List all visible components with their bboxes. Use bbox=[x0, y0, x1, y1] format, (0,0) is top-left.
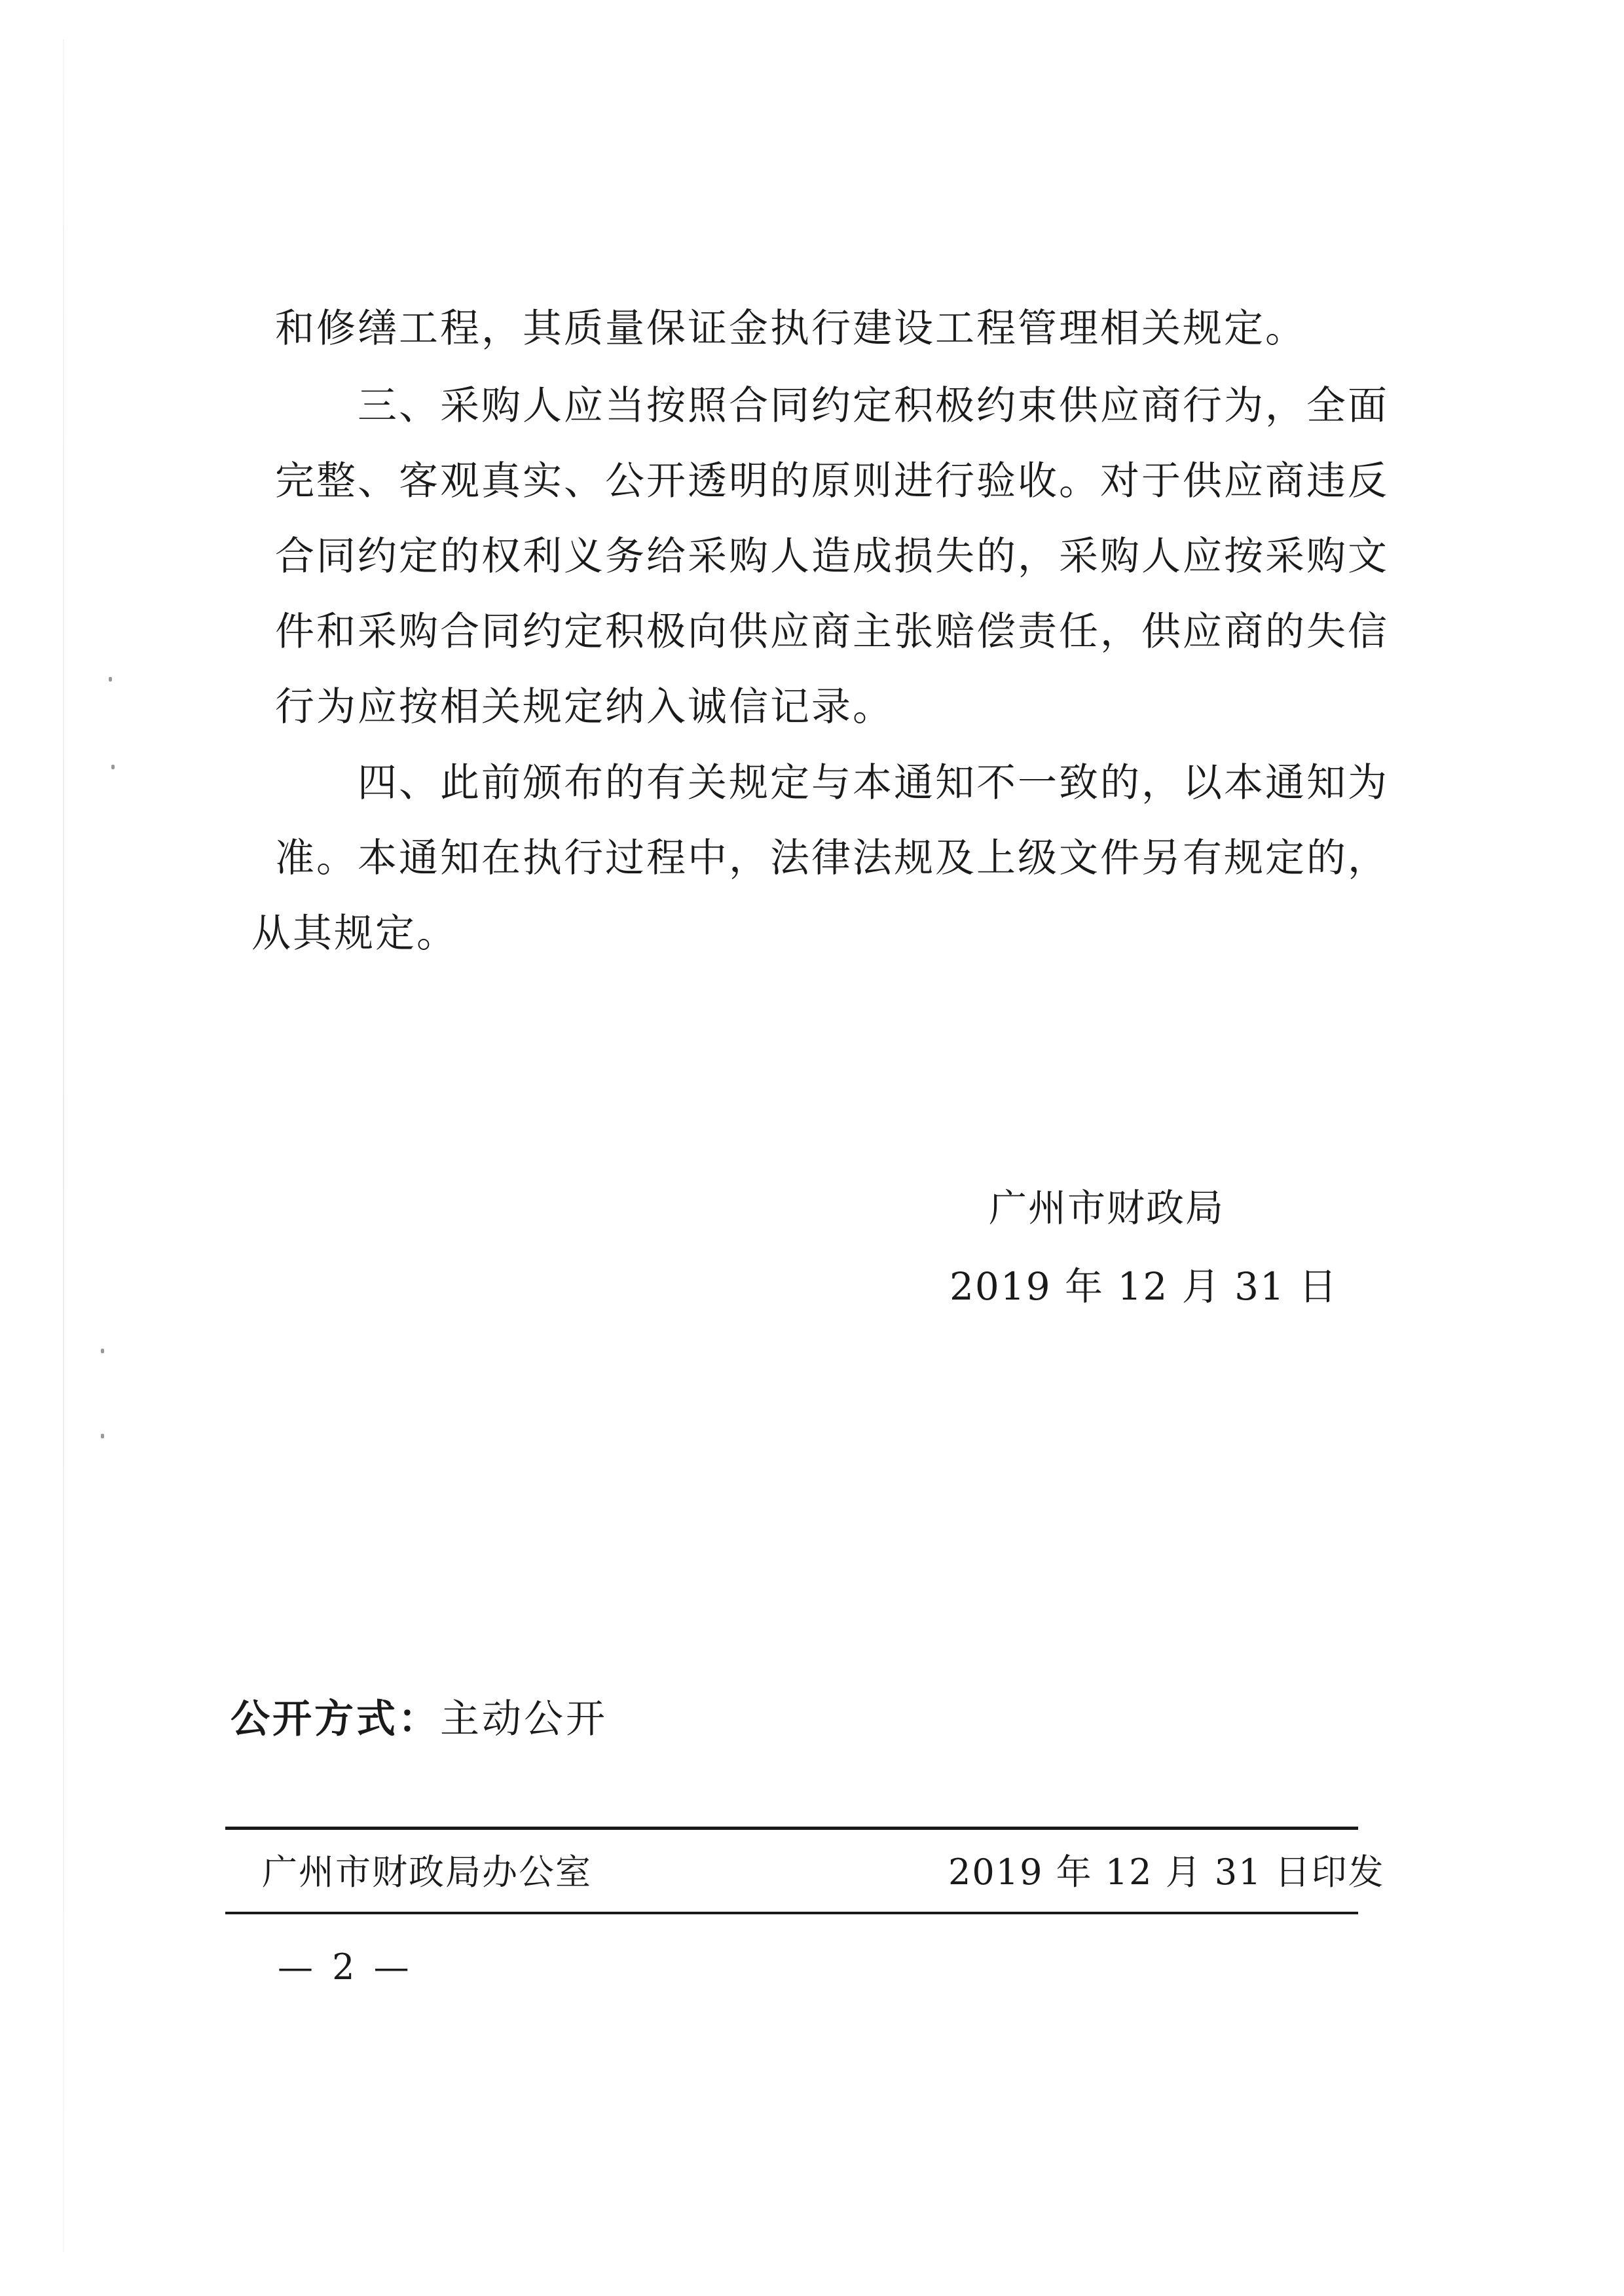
disclosure-mode bbox=[231, 1694, 608, 1744]
scan-edge-shadow bbox=[63, 39, 64, 2252]
paragraph-line: 和修缮工程，其质量保证金执行建设工程管理相关规定。 bbox=[275, 306, 1306, 352]
signature-date: 2019 年 12 月 31 日 bbox=[950, 1264, 1338, 1309]
paragraph-line: 件和采购合同约定积极向供应商主张赔偿责任，供应商的失信 bbox=[275, 609, 1389, 655]
footer-issue-date: 2019 年 12 月 31 日印发 bbox=[948, 1851, 1385, 1893]
footer-rule-top bbox=[225, 1827, 1358, 1830]
paragraph-line: 行为应按相关规定纳入诚信记录。 bbox=[275, 684, 894, 730]
disclosure-value: 主动公开 bbox=[440, 1696, 608, 1742]
scan-speck bbox=[109, 677, 112, 682]
paragraph-line: 四、此前颁布的有关规定与本通知不一致的，以本通知为 bbox=[358, 760, 1389, 806]
disclosure-label: 公开方式： bbox=[231, 1696, 440, 1742]
scan-speck bbox=[101, 1434, 104, 1438]
paragraph-line: 合同约定的权利义务给采购人造成损失的，采购人应按采购文 bbox=[275, 534, 1389, 579]
footer-rule-bottom bbox=[225, 1912, 1358, 1914]
page-number: — 2 — bbox=[278, 1946, 413, 1988]
paragraph-line: 三、采购人应当按照合同约定积极约束供应商行为，全面 bbox=[358, 383, 1389, 429]
footer-issuer: 广州市财政局办公室 bbox=[262, 1851, 592, 1893]
signature-org: 广州市财政局 bbox=[989, 1186, 1225, 1230]
paragraph-line: 完整、客观真实、公开透明的原则进行验收。对于供应商违反 bbox=[275, 458, 1389, 504]
scan-speck bbox=[111, 765, 115, 769]
scan-speck bbox=[101, 1349, 104, 1353]
paragraph-line: 准。本通知在执行过程中，法律法规及上级文件另有规定的， bbox=[275, 835, 1389, 881]
paragraph-line: 从其规定。 bbox=[251, 911, 458, 957]
